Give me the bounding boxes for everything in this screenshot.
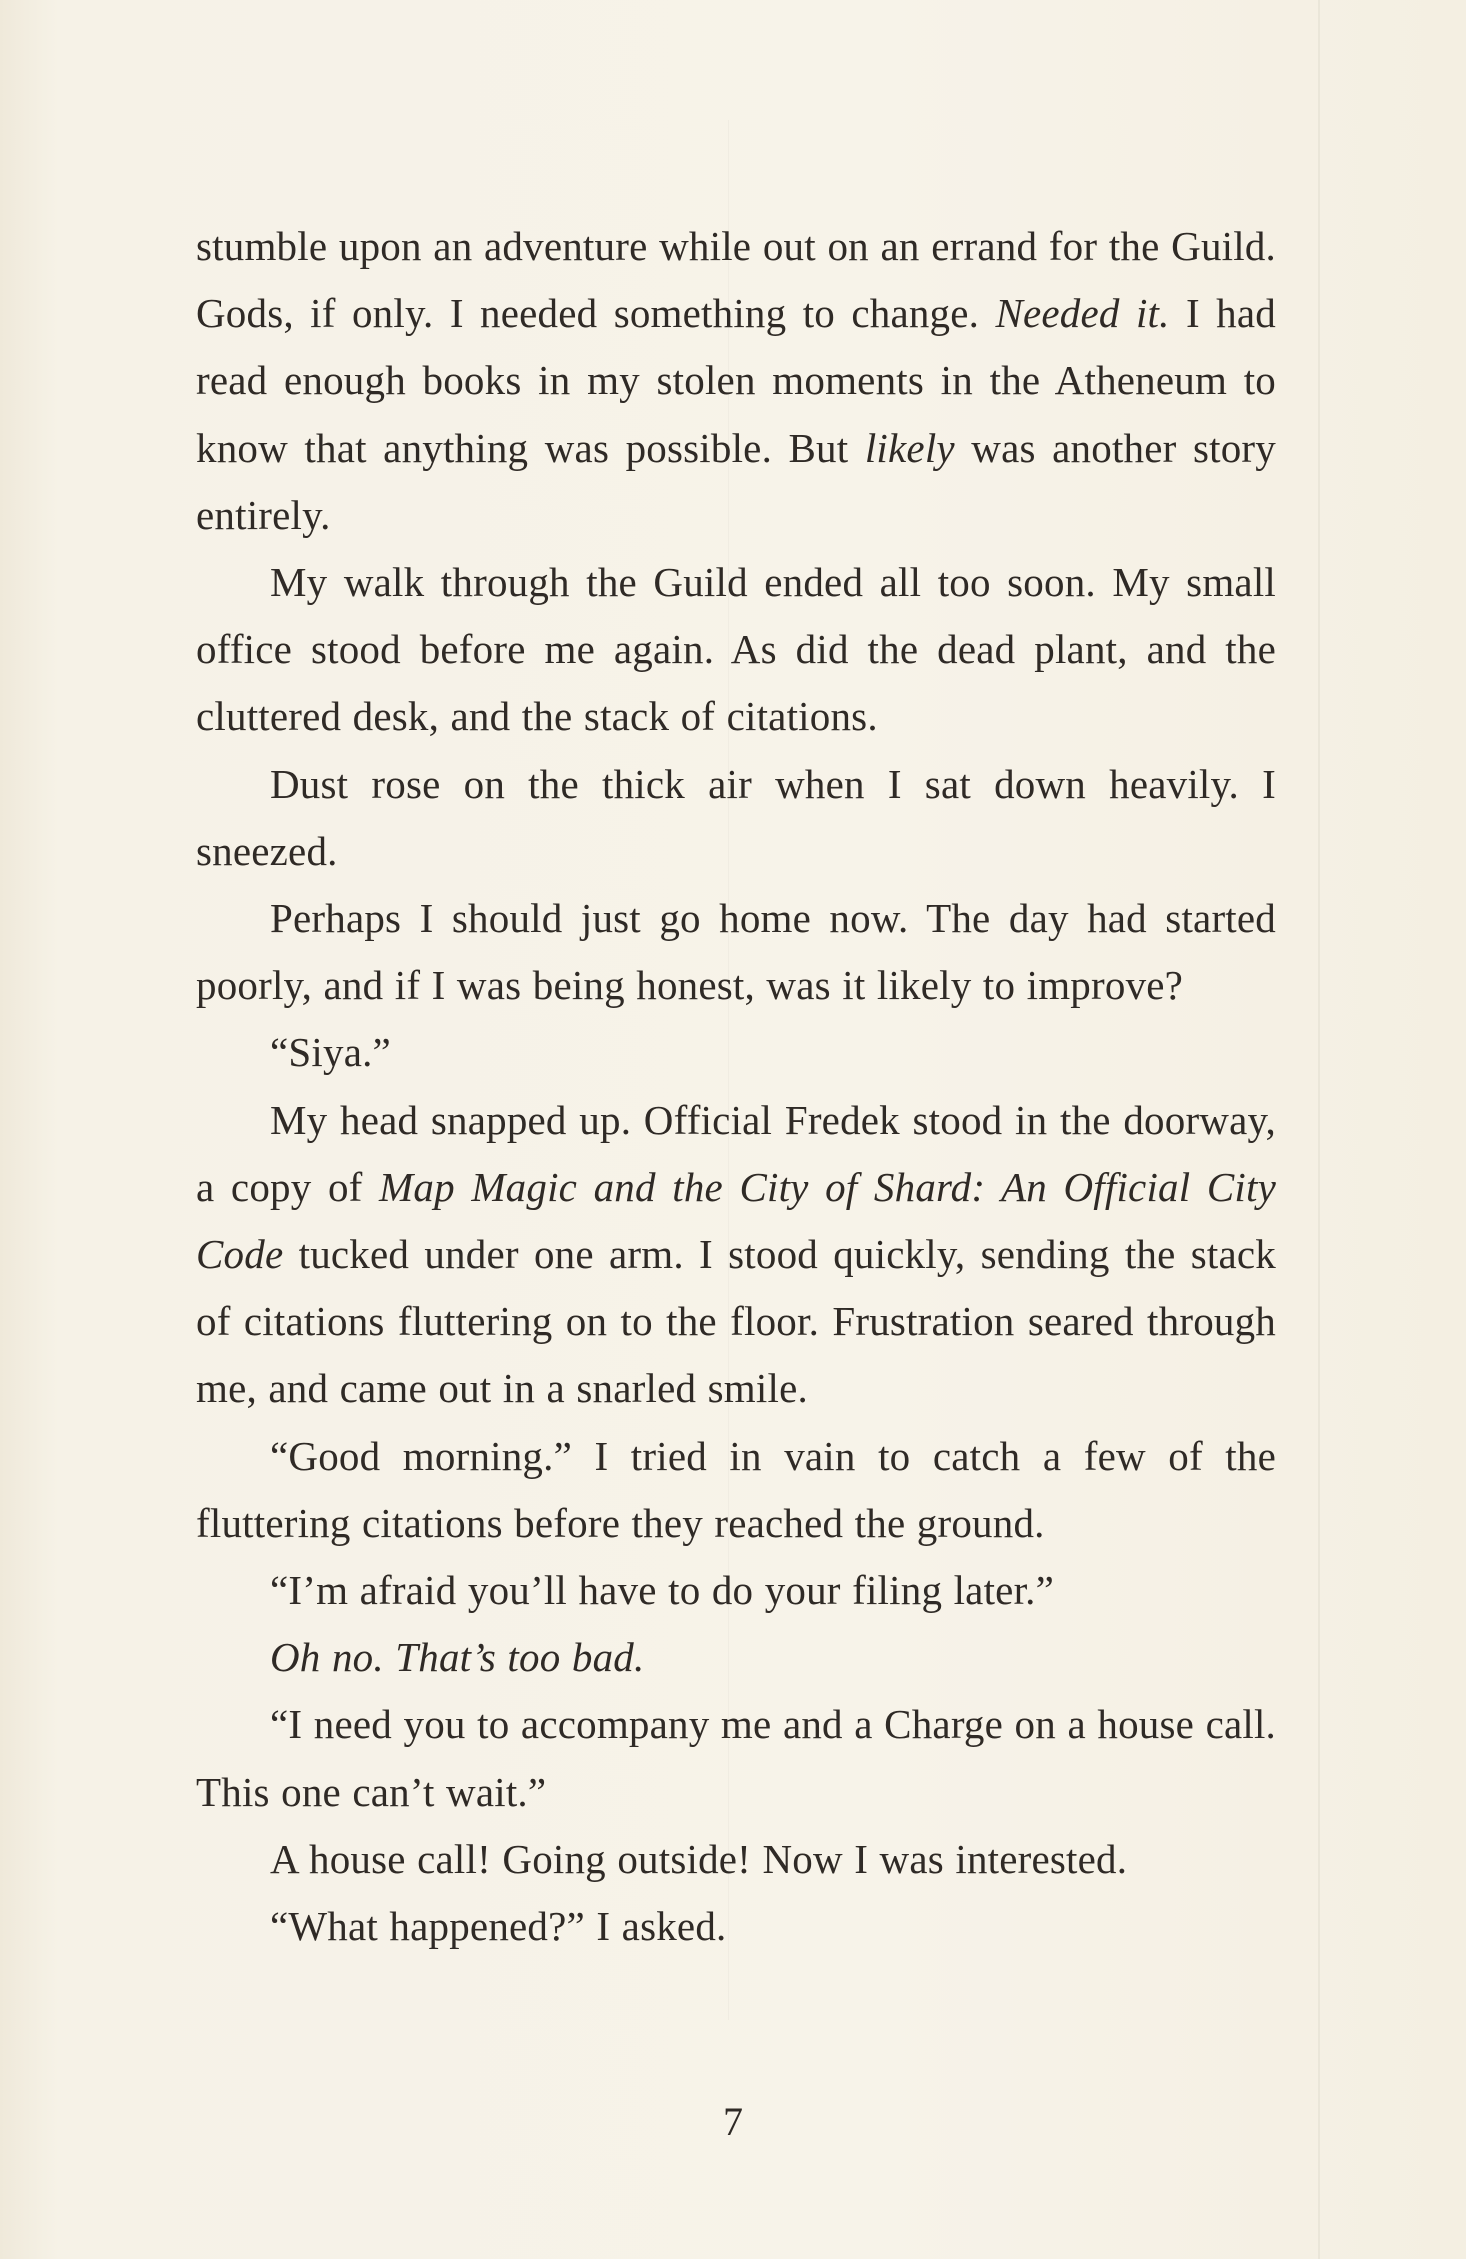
text-run: My walk through the Guild ended all too soon. My small office stood before me again. As did the dead plant, and the cluttered desk, and the stack of citations. (196, 559, 1276, 740)
text-run: “Siya.” (270, 1029, 391, 1076)
paragraph (196, 1423, 1276, 1557)
text-run: tucked under one arm. I stood quickly, sending the stack of citations fluttering on to the floor. Frustration seared through me, and came out in a snarled smile. (196, 1231, 1276, 1412)
text-run: “Good morning.” I tried in vain to catch a few of the fluttering citations before they reached the ground. (196, 1432, 1276, 1546)
paragraph (196, 1557, 1276, 1624)
text-run: A house call! Going outside! Now I was interested. (270, 1835, 1128, 1882)
text-run: “I’m afraid you’ll have to do your filing later.” (270, 1567, 1055, 1614)
body-text (196, 213, 1276, 1960)
italic-text: Map Magic and the City of Shard: An Official City Code (196, 1163, 1276, 1278)
text-run: “What happened?” I asked. (270, 1903, 727, 1950)
paragraph (196, 1624, 1276, 1691)
page-crease (1318, 0, 1320, 2259)
paragraph (196, 1826, 1276, 1893)
italic-text: Needed it. (995, 290, 1170, 337)
text-run: Dust rose on the thick air when I sat down heavily. I sneezed. (196, 760, 1276, 874)
italic-text: Oh no. That’s too bad. (270, 1634, 645, 1681)
paragraph (196, 213, 1276, 549)
paragraph (196, 885, 1276, 1019)
text-run: was another story entirely. (196, 424, 1276, 538)
paragraph (196, 1691, 1276, 1825)
paragraph (196, 549, 1276, 751)
text-run: “I need you to accompany me and a Charge on a house call. This one can’t wait.” (196, 1701, 1276, 1815)
page-number: 7 (723, 2099, 743, 2144)
paragraph (196, 1019, 1276, 1086)
text-run: Perhaps I should just go home now. The day had started poorly, and if I was being honest, was it likely to improve? (196, 895, 1276, 1009)
text-run: My head snapped up. Official Fredek stood in the doorway, a copy of (196, 1096, 1276, 1210)
text-run: stumble upon an adventure while out on an errand for the Guild. Gods, if only. I needed something to change. (196, 223, 1276, 337)
paragraph (196, 1893, 1276, 1960)
text-run: I had read enough books in my stolen moments in the Atheneum to know that anything was possible. But (196, 290, 1276, 471)
paragraph (196, 751, 1276, 885)
italic-text: likely (864, 424, 955, 471)
paragraph (196, 1087, 1276, 1423)
